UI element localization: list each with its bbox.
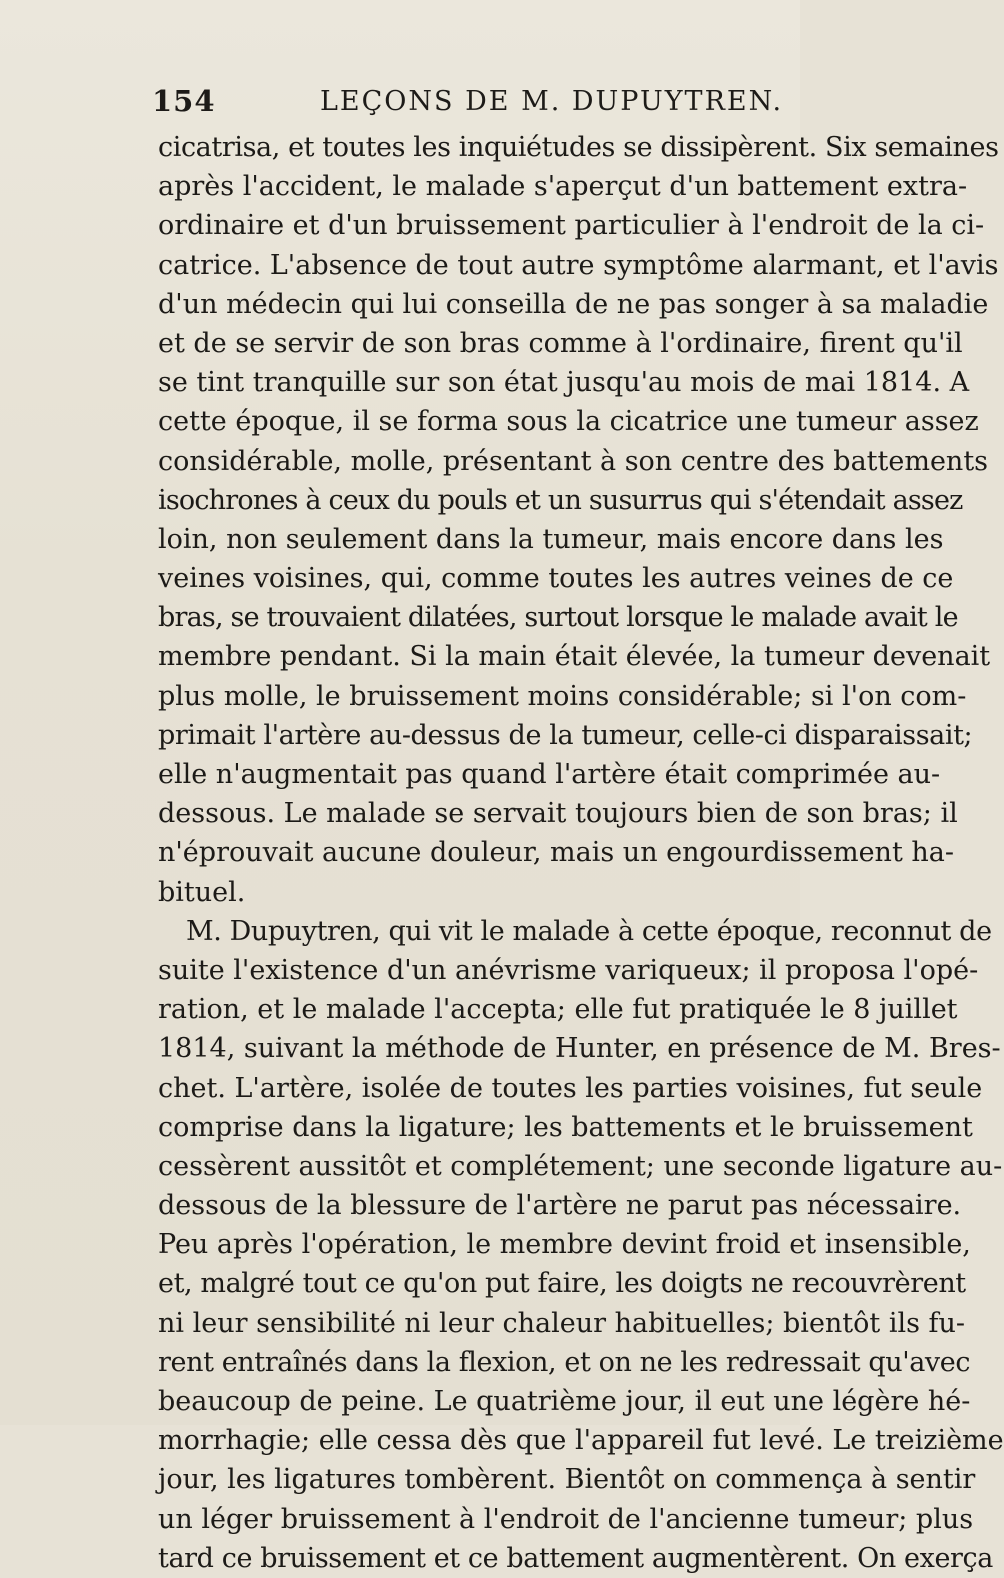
running-title: LEÇONS DE M. DUPUYTREN. <box>320 86 784 117</box>
text-line: considérable, molle, présentant à son centre des battements <box>158 445 989 477</box>
text-line: M. Dupuytren, qui vit le malade à cette époque, reconnut de <box>186 915 992 947</box>
text-line: bras, se trouvaient dilatées, surtout lorsque le malade avait le <box>158 602 958 634</box>
text-line: ordinaire et d'un bruissement particulier à l'endroit de la ci- <box>158 210 985 242</box>
text-line: et, malgré tout ce qu'on put faire, les doigts ne recouvrèrent <box>158 1268 966 1300</box>
text-line: suite l'existence d'un anévrisme variqueux; il proposa l'opé- <box>158 954 979 986</box>
body-text <box>158 128 1004 1578</box>
text-line: beaucoup de peine. Le quatrième jour, il eut une légère hé- <box>158 1386 971 1417</box>
text-line: rent entraînés dans la flexion, et on ne les redressait qu'avec <box>158 1346 971 1378</box>
text-line: ration, et le malade l'accepta; elle fut pratiquée le 8 juillet <box>158 994 958 1026</box>
text-line: dessous. Le malade se servait toujours bien de son bras; il <box>158 798 958 830</box>
text-line: loin, non seulement dans la tumeur, mais encore dans les <box>158 523 944 555</box>
text-line: Peu après l'opération, le membre devint froid et insensible, <box>158 1229 971 1261</box>
text-line: et de se servir de son bras comme à l'ordinaire, firent qu'il <box>158 327 963 359</box>
text-line: n'éprouvait aucune douleur, mais un engourdissement ha- <box>158 837 954 869</box>
text-line: morrhagie; elle cessa dès que l'appareil fut levé. Le treizième <box>158 1425 1004 1457</box>
text-line: après l'accident, le malade s'aperçut d'un battement extra- <box>158 171 968 203</box>
text-line: un léger bruissement à l'endroit de l'ancienne tumeur; plus <box>158 1503 974 1535</box>
page-number: 154 <box>152 84 216 118</box>
text-line: bituel. <box>158 876 246 908</box>
text-line: cessèrent aussitôt et complétement; une seconde ligature au- <box>158 1150 1003 1182</box>
text-line: isochrones à ceux du pouls et un susurrus qui s'étendait assez <box>158 484 963 516</box>
text-line: ni leur sensibilité ni leur chaleur habituelles; bientôt ils fu- <box>158 1307 966 1339</box>
text-line: d'un médecin qui lui conseilla de ne pas songer à sa maladie <box>158 288 989 320</box>
text-line: se tint tranquille sur son état jusqu'au mois de mai 1814. A <box>158 367 970 399</box>
page-header <box>152 84 792 124</box>
text-line: tard ce bruissement et ce battement augmentèrent. On exerça <box>158 1542 993 1574</box>
text-line: veines voisines, qui, comme toutes les autres veines de ce <box>158 563 954 595</box>
text-line: cicatrisa, et toutes les inquiétudes se dissipèrent. Six semaines <box>158 132 999 163</box>
text-line: cette époque, il se forma sous la cicatrice une tumeur assez <box>158 406 979 438</box>
text-line: chet. L'artère, isolée de toutes les parties voisines, fut seule <box>158 1072 983 1104</box>
text-line: jour, les ligatures tombèrent. Bientôt on commença à sentir <box>158 1464 976 1496</box>
text-line: elle n'augmentait pas quand l'artère était comprimée au- <box>158 759 941 790</box>
text-line: plus molle, le bruissement moins considérable; si l'on com- <box>158 680 967 712</box>
text-line: dessous de la blessure de l'artère ne parut pas nécessaire. <box>158 1190 962 1222</box>
text-line: catrice. L'absence de tout autre symptôme alarmant, et l'avis <box>158 249 999 281</box>
text-line: membre pendant. Si la main était élevée, la tumeur devenait <box>158 641 991 673</box>
text-line: primait l'artère au-dessus de la tumeur, celle-ci disparaissait; <box>158 719 973 751</box>
text-line: 1814, suivant la méthode de Hunter, en présence de M. Bres- <box>158 1033 1001 1065</box>
text-line: comprise dans la ligature; les battements et le bruissement <box>158 1111 973 1143</box>
